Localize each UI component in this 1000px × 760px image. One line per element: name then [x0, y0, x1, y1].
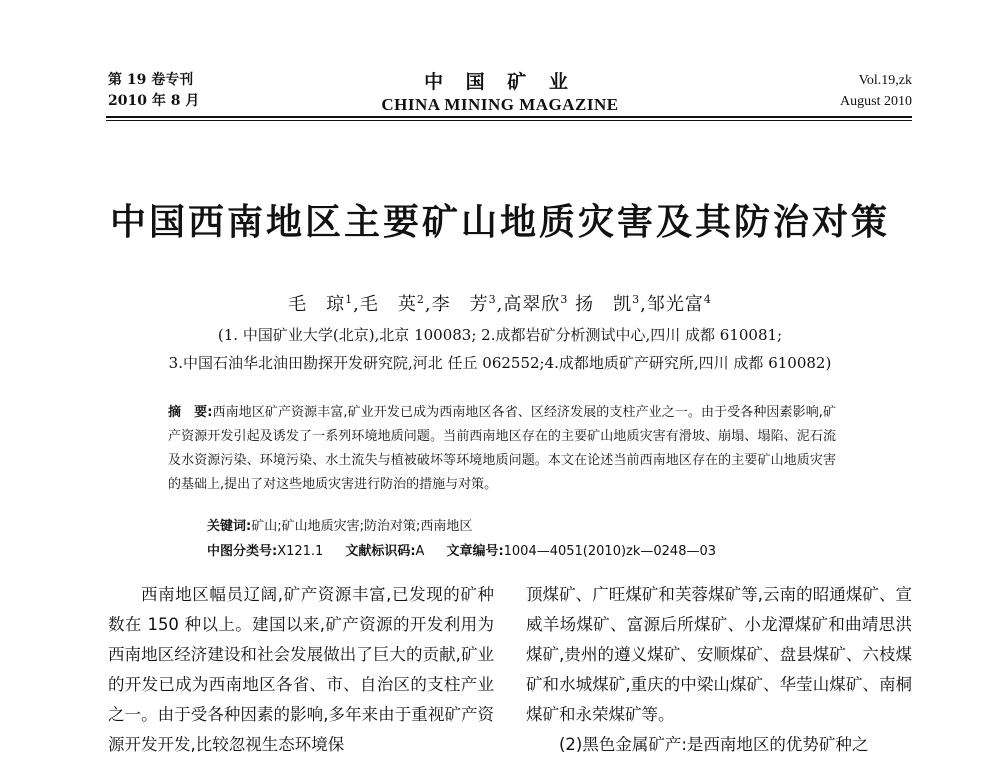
- affiliation-line-2: 3.中国石油华北油田勘探开发研究院,河北 任丘 062552;4.成都地质矿产研究所,四川 成都 610082): [168, 354, 832, 372]
- abstract: [168, 401, 836, 497]
- abstract-text: 西南地区矿产资源丰富,矿业开发已成为西南地区各省、区经济发展的支柱产业之一。由于受各种因素影响,矿产资源开发引起及诱发了一系列环境地质问题。当前西南地区存在的主要矿山地质灾害有滑坡、崩塌、塌陷、泥石流及水资源污染、环境污染、水土流失与植被破坏等环境地质问题。本文在论述当前西南地区存在的主要矿山地质灾害的基础上,提出了对这些地质灾害进行防治的措施与对策。: [168, 405, 837, 492]
- doc-code-label: 文献标识码:: [345, 544, 416, 559]
- header-rule-thick: [106, 116, 912, 118]
- body-paragraph: (2)黑色金属矿产:是西南地区的优势矿种之: [559, 735, 869, 754]
- article-number-value: 1004—4051(2010)zk—0248—03: [503, 544, 717, 559]
- author: 邹光富$^4$: [646, 293, 712, 315]
- keywords-text: 矿山;矿山地质灾害;防治对策;西南地区: [251, 519, 473, 534]
- paper-title: 中国西南地区主要矿山地质灾害及其防治对策: [109, 202, 890, 243]
- affiliation-line-1: (1. 中国矿业大学(北京),北京 100083; 2.成都岩矿分析测试中心,四川 成都 610081;: [217, 326, 783, 344]
- journal-name-en: CHINA MINING MAGAZINE: [381, 95, 619, 114]
- journal-name-cn: 中 国 矿 业: [424, 71, 576, 93]
- header-rule-thin: [106, 120, 912, 121]
- header-date-cn: 2010 年 8 月: [108, 93, 200, 109]
- body-paragraph: 西南地区幅员辽阔,矿产资源丰富,已发现的矿种数在 150 种以上。建国以来,矿产资源的开发利用为西南地区经济建设和社会发展做出了巨大的贡献,矿业的开发已成为西南地区各省、市、自治区的支柱产业之一。由于受各种因素的影响,多年来由于重视矿产资源开发开发,比较忽视生态环境保: [108, 585, 494, 754]
- keywords-label: 关键词:: [207, 519, 252, 534]
- body-column-right: [526, 580, 912, 760]
- body-paragraph: 顶煤矿、广旺煤矿和芙蓉煤矿等,云南的昭通煤矿、宣威羊场煤矿、富源后所煤矿、小龙潭煤矿和曲靖思洪煤矿,贵州的遵义煤矿、安顺煤矿、盘县煤矿、六枝煤矿和水城煤矿,重庆的中梁山煤矿、华莹山煤矿、南桐煤矿和永荣煤矿等。: [526, 585, 912, 724]
- clc-label: 中图分类号:: [207, 544, 278, 559]
- clc-value: X121.1: [277, 544, 324, 559]
- header-date-en: August 2010: [840, 94, 912, 109]
- author-list: 毛 琼$^1$,毛 英$^2$,李 芳$^3$,高翠欣$^3$ 扬 凯$^3$,邹光富$^4$: [288, 293, 712, 315]
- author: 扬 凯$^3$: [575, 293, 641, 315]
- author: 李 芳$^3$: [431, 293, 497, 315]
- author: 毛 琼$^1$: [288, 293, 354, 315]
- abstract-label: 摘 要:: [168, 405, 213, 420]
- doc-code-value: A: [415, 544, 425, 559]
- header-volume-info-en: [840, 70, 912, 112]
- keywords: [207, 515, 472, 534]
- author: 毛 英$^2$: [359, 293, 425, 315]
- classification-line: [207, 540, 716, 559]
- body-column-left: [108, 580, 494, 760]
- author: 高翠欣$^3$: [503, 293, 569, 315]
- header-volume: 第 19 卷专刊: [108, 72, 194, 88]
- article-number-label: 文章编号:: [446, 544, 504, 559]
- header-volume-en: Vol.19,zk: [858, 73, 912, 88]
